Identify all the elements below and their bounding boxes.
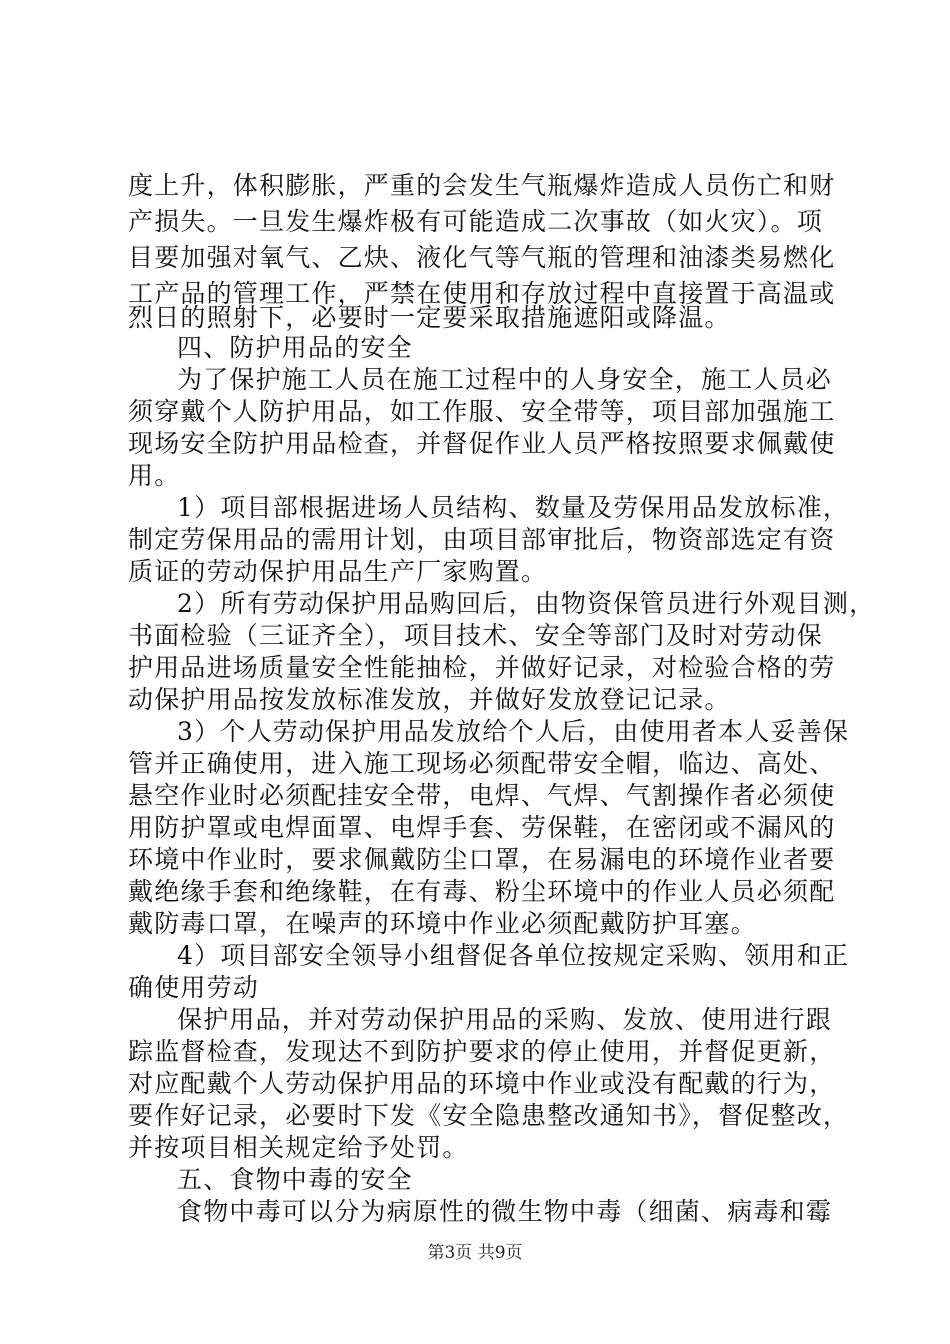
text-line: 用防护罩或电焊面罩、电焊手套、劳保鞋，在密闭或不漏风的 (128, 813, 836, 842)
text-line: 确使用劳动 (128, 973, 260, 1002)
text-line: 食物中毒可以分为病原性的微生物中毒（细菌、病毒和霉 (177, 1197, 833, 1226)
text-line: 目要加强对氧气、乙炔、液化气等气瓶的管理和油漆类易燃化 (128, 243, 836, 272)
text-line: 保护用品，并对劳动保护用品的采购、发放、使用进行跟 (177, 1005, 833, 1034)
text-line: 用。 (128, 461, 181, 490)
text-line: 戴绝缘手套和绝缘鞋，在有毒、粉尘环境中的作业人员必须配 (128, 877, 836, 906)
text-line: 要作好记录，必要时下发《安全隐患整改通知书》，督促整改， (128, 1101, 850, 1130)
text-line: 烈日的照射下，必要时一定要采取措施遮阳或降温。 (128, 303, 731, 332)
text-line: 管并正确使用，进入施工现场必须配带安全帽，临边、高处、 (128, 749, 836, 778)
section-heading: 四、防护用品的安全 (177, 333, 413, 362)
text-line: 须穿戴个人防护用品，如工作服、安全带等，项目部加强施工 (128, 397, 836, 426)
text-line: 对应配戴个人劳动保护用品的环境中作业或没有配戴的行为， (128, 1069, 836, 1098)
text-line: 现场安全防护用品检查，并督促作业人员严格按照要求佩戴使 (128, 429, 836, 458)
text-line: 质证的劳动保护用品生产厂家购置。 (128, 557, 548, 586)
text-line: 并按项目相关规定给予处罚。 (128, 1133, 469, 1162)
text-line: 1）项目部根据进场人员结构、数量及劳保用品发放标准， (177, 493, 850, 522)
text-line: 2）所有劳动保护用品购回后，由物资保管员进行外观目测， (177, 589, 876, 618)
text-line: 护用品进场质量安全性能抽检，并做好记录，对检验合格的劳 (128, 653, 836, 682)
page-number-footer: 第3页 共9页 (427, 1243, 523, 1263)
text-line: 书面检验（三证齐全），项目技术、安全等部门及时对劳动保 (128, 621, 823, 650)
text-line: 环境中作业时，要求佩戴防尘口罩，在易漏电的环境作业者要 (128, 845, 836, 874)
text-line: 度上升，体积膨胀，严重的会发生气瓶爆炸造成人员伤亡和财 (128, 171, 836, 200)
text-line: 产损失。一旦发生爆炸极有可能造成二次事故（如火灾）。项 (128, 207, 823, 236)
text-line: 悬空作业时必须配挂安全带，电焊、气焊、气割操作者必须使 (128, 781, 836, 810)
text-line: 制定劳保用品的需用计划，由项目部审批后，物资部选定有资 (128, 525, 836, 554)
text-line: 4）项目部安全领导小组督促各单位按规定采购、领用和正 (177, 941, 850, 970)
text-line: 动保护用品按发放标准发放，并做好发放登记记录。 (128, 685, 731, 714)
text-line: 工产品的管理工作，严禁在使用和存放过程中直接置于高温或 (128, 279, 836, 308)
section-heading: 五、食物中毒的安全 (177, 1165, 413, 1194)
text-line: 3）个人劳动保护用品发放给个人后，由使用者本人妥善保 (177, 717, 850, 746)
text-line: 戴防毒口罩，在噪声的环境中作业必须配戴防护耳塞。 (128, 909, 757, 938)
text-line: 为了保护施工人员在施工过程中的人身安全，施工人员必 (177, 365, 833, 394)
text-line: 踪监督检查，发现达不到防护要求的停止使用，并督促更新， (128, 1037, 836, 1066)
